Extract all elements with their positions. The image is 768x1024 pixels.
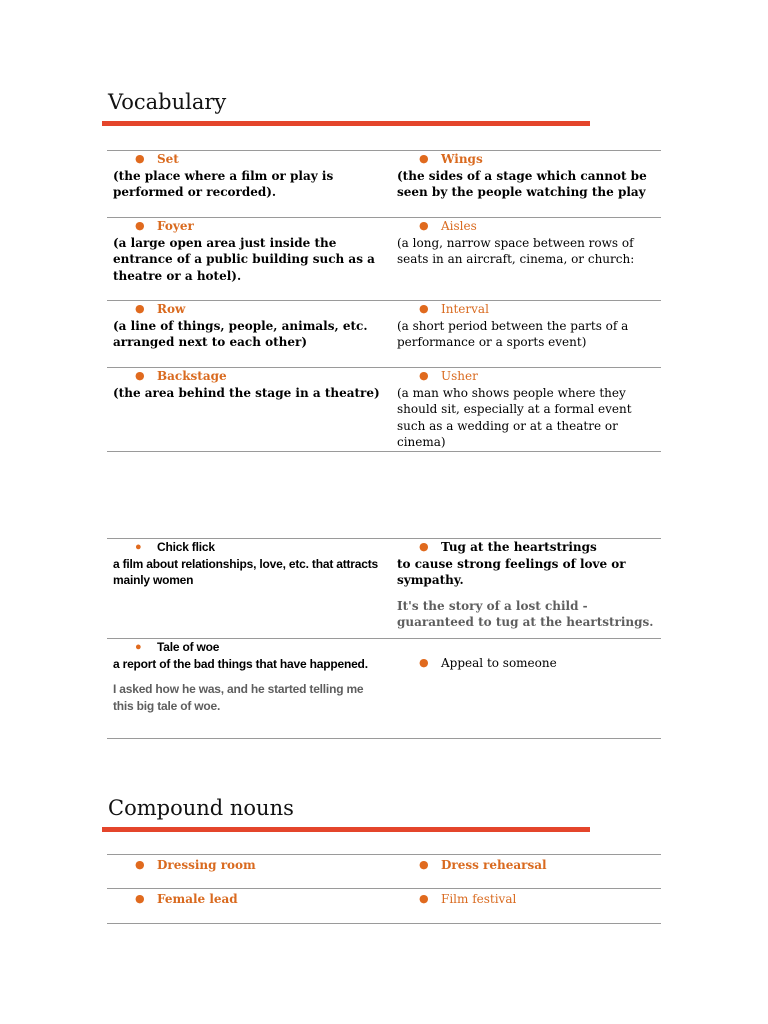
- bullet-icon: ●: [419, 656, 429, 669]
- compound-cell-dressing-room: [107, 855, 391, 889]
- bullet-icon: ●: [419, 858, 429, 871]
- term-example: It's the story of a lost child - guaranteed to tug at the heartstrings.: [397, 598, 654, 629]
- idiom-cell-chick-flick: [107, 539, 391, 639]
- bullet-icon: ●: [419, 219, 429, 232]
- term-label: Tug at the heartstrings: [441, 540, 597, 554]
- bullet-icon: ●: [135, 641, 142, 653]
- vocab-cell-backstage: [107, 368, 391, 452]
- term-example: I asked how he was, and he started telling me this big tale of woe.: [113, 682, 364, 713]
- table-row: [107, 855, 661, 889]
- term-definition: (the sides of a stage which cannot be seen by the people watching the play: [397, 168, 647, 199]
- compound-nouns-title-underline: [102, 827, 590, 832]
- table-row: [107, 639, 661, 739]
- term-definition: a film about relationships, love, etc. that attracts mainly women: [113, 556, 378, 587]
- term-label: Usher: [441, 369, 478, 383]
- term-definition: (a man who shows people where they should sit, especially at a formal event such as a wedding or at a theatre or cinema): [397, 385, 632, 449]
- term-definition: (the place where a film or play is performed or recorded).: [113, 168, 334, 199]
- term-label: Tale of woe: [157, 640, 220, 654]
- term-label: Set: [157, 152, 179, 166]
- term-definition: a report of the bad things that have happened.: [113, 656, 368, 671]
- idiom-cell-tale-of-woe: [107, 639, 391, 739]
- vocab-cell-interval: [391, 301, 661, 368]
- term-definition: (a short period between the parts of a performance or a sports event): [397, 318, 629, 349]
- vocabulary-title-underline: [102, 121, 590, 126]
- term-label: Dress rehearsal: [441, 858, 547, 872]
- term-label: Foyer: [157, 219, 194, 233]
- compound-nouns-table: [107, 854, 661, 924]
- term-label: Appeal to someone: [441, 656, 557, 670]
- term-label: Row: [157, 302, 186, 316]
- vocabulary-title: Vocabulary: [108, 90, 227, 114]
- term-label: Aisles: [441, 219, 477, 233]
- idioms-table: [107, 538, 661, 739]
- bullet-icon: ●: [135, 892, 145, 905]
- vocab-cell-wings: [391, 151, 661, 218]
- bullet-icon: ●: [419, 540, 429, 553]
- table-row: [107, 539, 661, 639]
- vocab-cell-set: [107, 151, 391, 218]
- compound-cell-female-lead: [107, 889, 391, 924]
- term-label: Wings: [441, 152, 483, 166]
- compound-cell-film-festival: [391, 889, 661, 924]
- term-label: Dressing room: [157, 858, 256, 872]
- idiom-cell-tug-heartstrings: [391, 539, 661, 639]
- bullet-icon: ●: [135, 369, 145, 382]
- term-label: Interval: [441, 302, 489, 316]
- bullet-icon: ●: [135, 302, 145, 315]
- term-label: Chick flick: [157, 540, 215, 554]
- table-row: [107, 368, 661, 452]
- bullet-icon: ●: [135, 541, 142, 553]
- term-definition: (a large open area just inside the entrance of a public building such as a theatre or a hotel).: [113, 235, 375, 283]
- bullet-icon: ●: [135, 152, 145, 165]
- term-definition: to cause strong feelings of love or sympathy.: [397, 556, 626, 587]
- vocab-cell-foyer: [107, 218, 391, 301]
- compound-nouns-title: Compound nouns: [108, 796, 294, 820]
- term-definition: (a line of things, people, animals, etc. arranged next to each other): [113, 318, 368, 349]
- bullet-icon: ●: [135, 858, 145, 871]
- bullet-icon: ●: [419, 892, 429, 905]
- vocab-cell-aisles: [391, 218, 661, 301]
- vocab-cell-usher: [391, 368, 661, 452]
- term-definition: (a long, narrow space between rows of seats in an aircraft, cinema, or church:: [397, 235, 635, 266]
- term-label: Backstage: [157, 369, 227, 383]
- bullet-icon: ●: [419, 152, 429, 165]
- term-definition: (the area behind the stage in a theatre): [113, 385, 380, 400]
- bullet-icon: ●: [419, 302, 429, 315]
- table-row: [107, 151, 661, 218]
- bullet-icon: ●: [419, 369, 429, 382]
- bullet-icon: ●: [135, 219, 145, 232]
- term-label: Film festival: [441, 892, 517, 906]
- vocab-cell-row: [107, 301, 391, 368]
- table-row: [107, 889, 661, 924]
- idiom-cell-appeal: [391, 639, 661, 739]
- vocabulary-table: [107, 150, 661, 452]
- table-row: [107, 301, 661, 368]
- term-label: Female lead: [157, 892, 238, 906]
- compound-cell-dress-rehearsal: [391, 855, 661, 889]
- table-row: [107, 218, 661, 301]
